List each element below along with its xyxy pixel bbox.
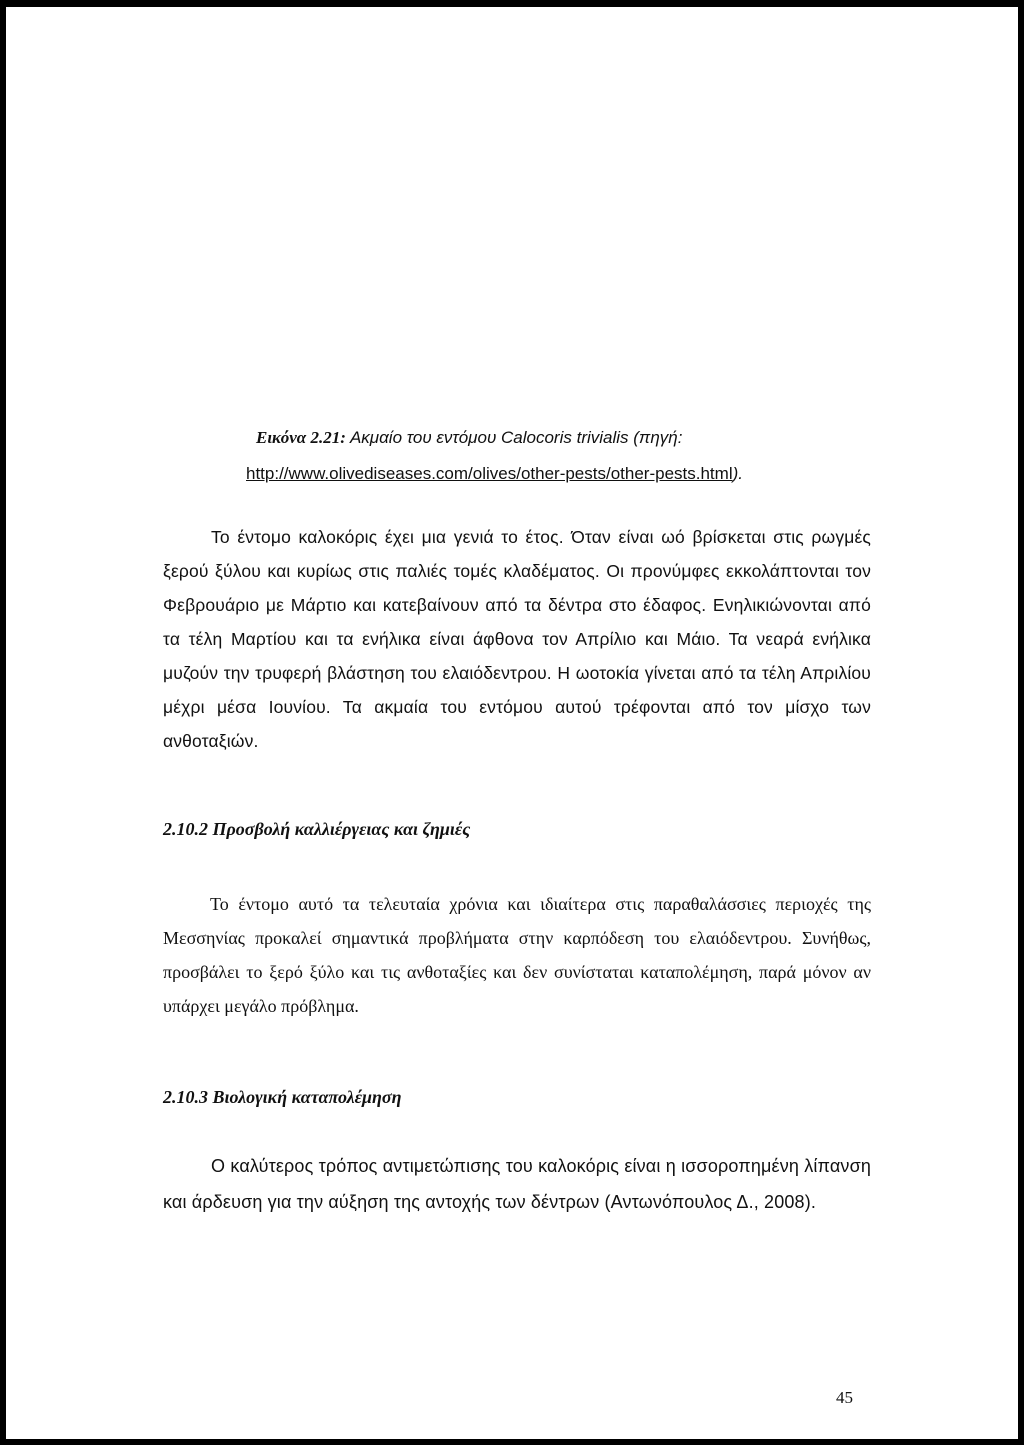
page-number: 45 [836, 1388, 853, 1407]
paragraph-biological-control: Ο καλύτερος τρόπος αντιμετώπισης του καλοκόρις είναι η ισσοροπημένη λίπανση και άρδευση για την αύξηση της αντοχής των δέντρων (Αντωνόπουλος Δ., 2008). [163, 1156, 871, 1212]
figure-caption-closing: ). [732, 464, 743, 483]
paragraph-crop-damage: Το έντομο αυτό τα τελευταία χρόνια και ιδιαίτερα στις παραθαλάσσιες περιοχές της Μεσσηνίας προκαλεί σημαντικά προβλήματα στην καρπόδεση του ελαιόδεντρου. Συνήθως, προσβάλει το ξερό ξύλο και τις ανθοταξίες και δεν συνίσταται καταπολέμηση, παρά μόνον αν υπάρχει μεγάλο πρόβλημα. [163, 894, 871, 1016]
paragraph-life-cycle: Το έντομο καλοκόρις έχει μια γενιά το έτος. Όταν είναι ωό βρίσκεται στις ρωγμές ξερού ξύλου και κυρίως στις παλιές τομές κλαδέματος. Οι προνύμφες εκκολάπτονται τον Φεβρουάριο με Μάρτιο και κατεβαίνουν από τα δέντρα στο έδαφος. Ενηλικιώνονται από τα τέλη Μαρτίου και τα ενήλικα είναι άφθονα τον Απρίλιο και Μάιο. Τα νεαρά ενήλικα μυζούν την τρυφερή βλάστηση του ελαιόδεντρου. Η ωοτοκία γίνεται από τα τέλη Απριλίου μέχρι μέσα Ιουνίου. Τα ακμαία του εντόμου αυτού τρέφονται από τον μίσχο των ανθοταξιών. [163, 527, 871, 751]
figure-caption-text: Ακμαίο του εντόμου Calocoris trivialis (πηγή: [345, 428, 683, 447]
document-page [6, 7, 1018, 1439]
section-heading-biological-control: 2.10.3 Βιολογική καταπολέμηση [163, 1087, 402, 1107]
figure-source-line [246, 456, 856, 492]
figure-source-link[interactable]: http://www.olivediseases.com/olives/other-pests/other-pests.html [246, 464, 733, 483]
section-heading-crop-damage: 2.10.2 Προσβολή καλλιέργειας και ζημιές [163, 819, 471, 839]
figure-label: Εικόνα 2.21: [256, 428, 346, 447]
figure-caption [246, 420, 856, 492]
figure-caption-line [256, 428, 682, 447]
